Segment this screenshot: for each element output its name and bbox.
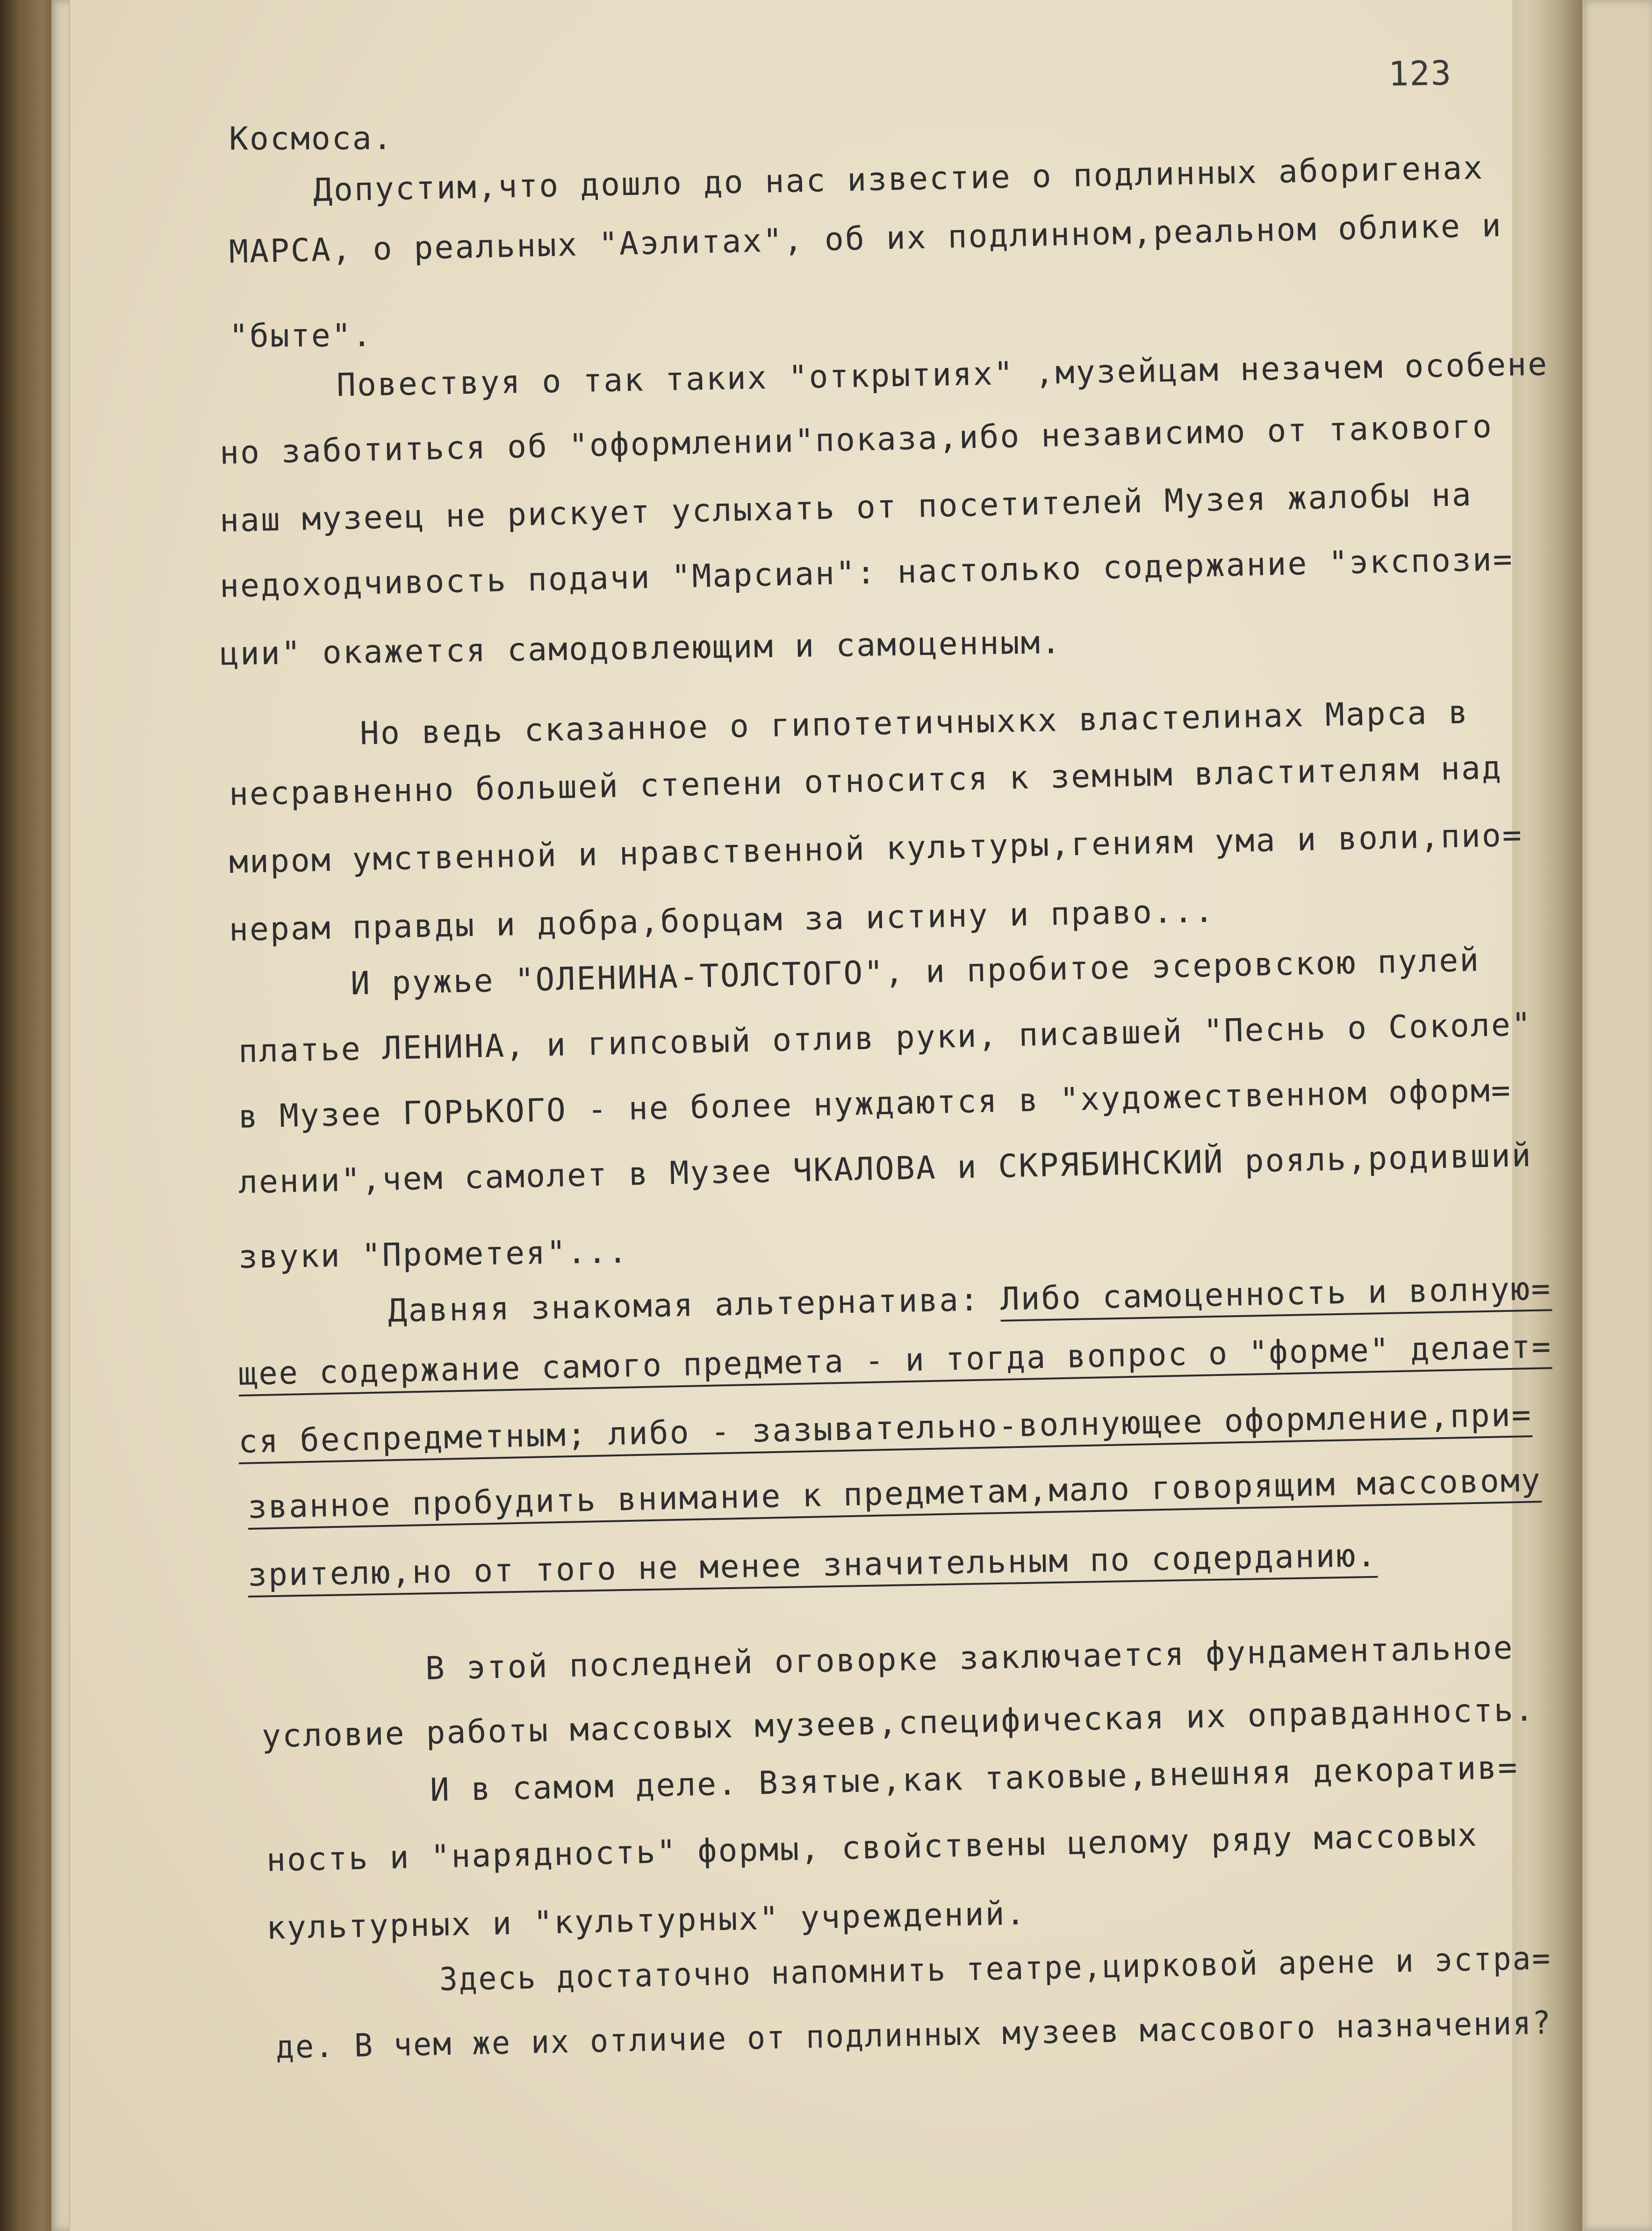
underlined-text: щее содержание самого предмета - и тогда вопрос о "форме" делает= [238,1328,1552,1396]
underlined-text-line [247,1462,1542,1526]
page-number: 123 [1388,53,1452,94]
underlined-text: Либо самоценность и волную= [1000,1270,1552,1322]
text-line: Допустим,что дошло до нас известие о подлинных аборигенах [313,149,1484,209]
underlined-text: званное пробудить внимание к предметам,мало говорящим массовому [247,1462,1542,1530]
text-line: нерам правды и добра,борцам за истину и право... [229,892,1215,949]
text-line: наш музеец не рискует услыхать от посетителей Музея жалобы на [219,476,1473,540]
text-line: платье ЛЕНИНА, и гипсовый отлив руки, писавшей "Песнь о Соколе" [238,1006,1533,1070]
text-line: несравненно большей степени относится к земным властителям над [229,749,1503,813]
text-line: в Музее ГОРЬКОГО - не более нуждаются в "художественном оформ= [238,1072,1512,1136]
text-line: недоходчивость подачи "Марсиан": настолько содержание "экспози= [219,541,1514,605]
text-line: Космоса. [229,120,394,158]
text-line: ции" окажется самодовлеющим и самоценным. [219,624,1062,673]
underlined-text: зрителю,но от того не менее значительным по содерданию. [247,1537,1378,1598]
text-line: Здесь достаточно напомнить театре,цирковой арене и эстра= [439,1940,1552,1998]
text-line: И в самом деле. Взятые,как таковые,внешняя декоратив= [430,1749,1519,1809]
text-segment: Давняя знакомая альтернатива: [388,1281,1001,1330]
page-edge [1512,0,1582,2231]
text-line: миром умственной и нравственной культуры,гениям ума и воли,пио= [229,817,1523,881]
text-line [388,1270,1552,1330]
underlined-text-line [247,1537,1378,1594]
text-line: культурных и "культурных" учреждений. [266,1895,1027,1947]
text-line: "быте". [229,317,373,355]
typewritten-page [70,0,1582,2231]
text-line: В этой последней оговорке заключается фундаментальное [425,1629,1515,1687]
text-line: условие работы массовых музеев,специфическая их оправданность. [261,1691,1536,1755]
underlined-text: ся беспредметным; либо - зазывательно-волнующее оформление,при= [238,1396,1532,1464]
text-line: лении",чем самолет в Музее ЧКАЛОВА и СКРЯБИНСКИЙ рояль,родивший [238,1137,1533,1201]
text-line: звуки "Прометея"... [238,1233,629,1276]
text-line: МАРСА, о реальных "Аэлитах", об их подлинном,реальном облике и [229,207,1503,271]
text-line: Повествуя о так таких "открытиях" ,музейцам незачем особене [336,345,1549,404]
text-line: И ружье "ОЛЕНИНА-ТОЛСТОГО", и пробитое эсеровскою пулей [350,942,1480,1002]
text-line: де. В чем же их отличие от подлинных музеев массового назначения? [275,2004,1552,2066]
underlined-text-line [238,1396,1532,1461]
text-line: Но ведь сказанное о гипотетичныхкх властелинах Марса в [359,694,1470,752]
underlined-text-line [238,1328,1552,1393]
text-line: ность и "нарядность" формы, свойствены целому ряду массовых [266,1816,1479,1879]
text-line: но заботиться об "оформлении"показа,ибо независимо от такового [219,408,1494,472]
